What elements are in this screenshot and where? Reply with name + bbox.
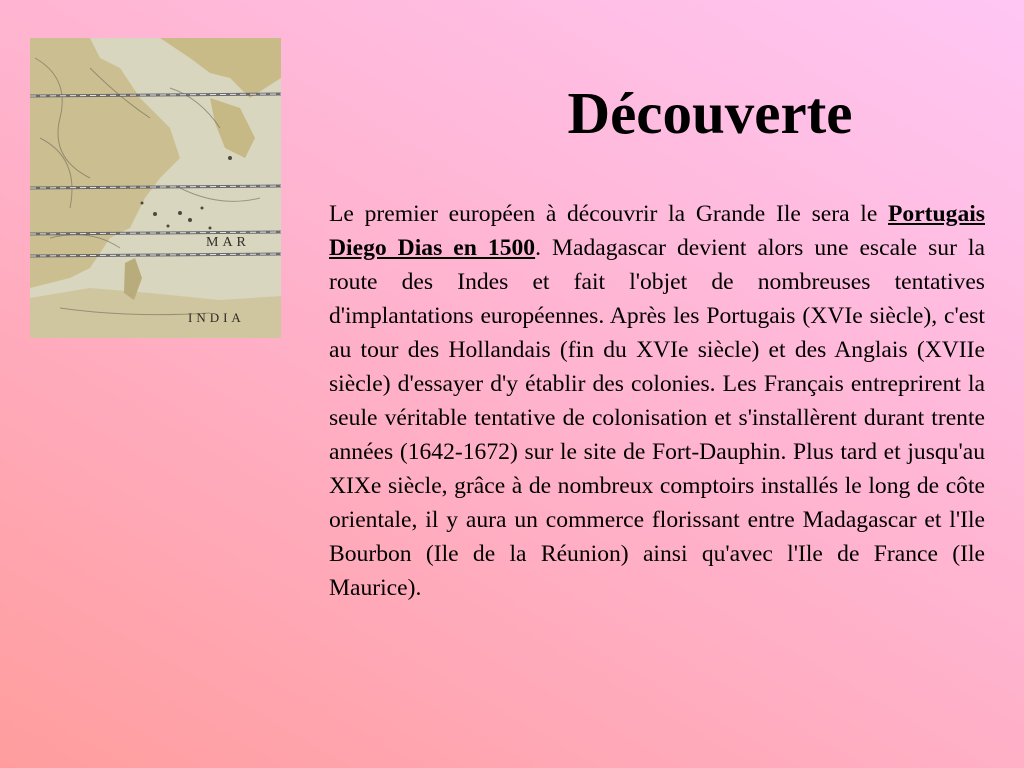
map-label-sea: MAR — [206, 235, 250, 250]
paragraph-text-after: . Madagascar devient alors une escale sur la route des Indes et fait l'objet de nombreuses tentatives d'implantations européennes. Après les Portugais (XVIe siècle), c'est au tour des Hollandais (fin du XVIe siècle) et des Anglais (XVIIe siècle) d'essayer d'y établir des colonies. Les Français entreprirent la seule véritable tentative de colonisation et s'installèrent durant trente années (1642-1672) sur le site de Fort-Dauphin. Plus tard et jusqu'au XIXe siècle, grâce à de nombreux comptoirs installés le long de côte orientale, il y aura un commerce florissant entre Madagascar et l'Ile Bourbon (Ile de la Réunion) ainsi qu'avec l'Ile de France (Ile Maurice). — [329, 235, 985, 601]
slide-title: Découverte — [567, 80, 853, 146]
paragraph-emphasis: Portugais Diego Dias en 1500 — [329, 201, 985, 261]
paragraph-text-before: Le premier européen à découvrir la Grande Ile sera le — [329, 201, 888, 227]
body-paragraph — [329, 197, 985, 605]
antique-map-image — [30, 38, 281, 338]
map-label-region: INDIA — [188, 310, 245, 325]
